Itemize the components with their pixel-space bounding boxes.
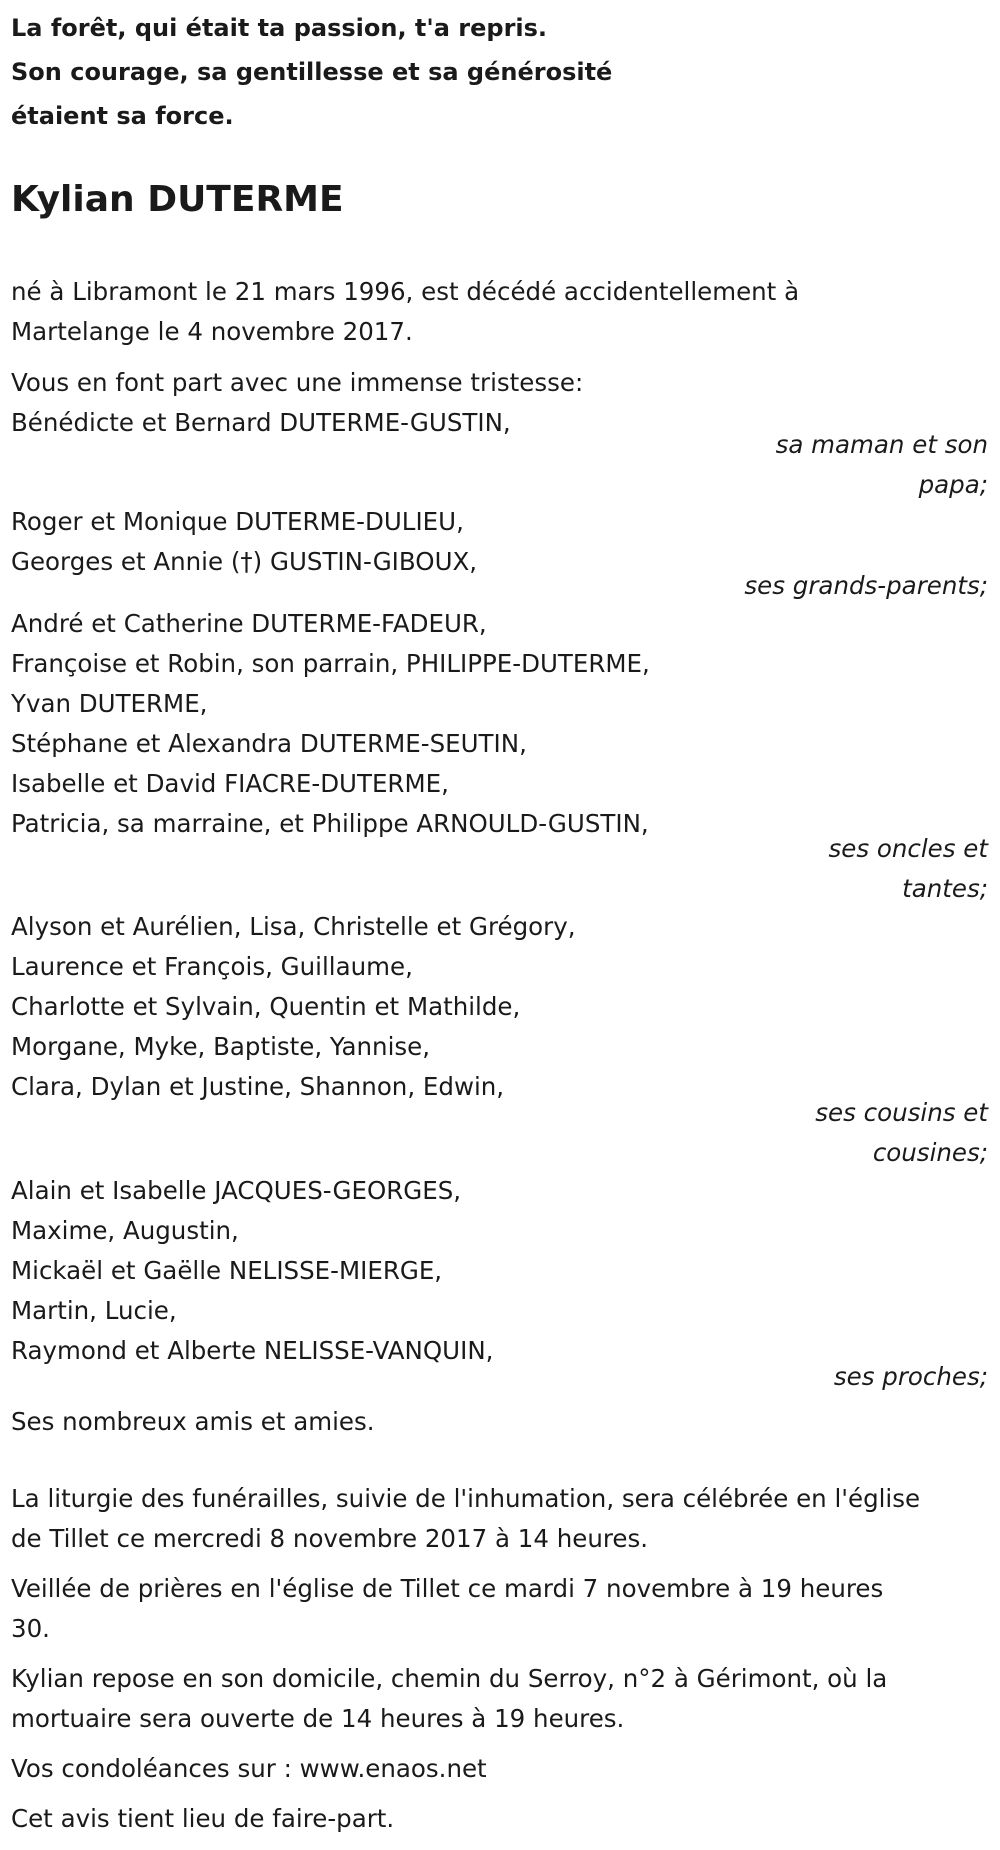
uncle-name: Stéphane et Alexandra DUTERME-SEUTIN, [11, 729, 527, 758]
epitaph-line: étaient sa force. [11, 102, 234, 130]
notice-line: Cet avis tient lieu de faire-part. [11, 1804, 395, 1833]
role-line: tantes; [902, 874, 988, 903]
role-line: papa; [918, 470, 988, 499]
cousin-name: Laurence et François, Guillaume, [11, 952, 413, 981]
cousin-name: Charlotte et Sylvain, Quentin et Mathilde, [11, 992, 521, 1021]
uncle-name: Yvan DUTERME, [11, 689, 208, 718]
grandparents-name: Georges et Annie (†) GUSTIN-GIBOUX, [11, 547, 478, 576]
relatives-role [834, 1357, 988, 1397]
notice [11, 1799, 986, 1839]
role-line: ses proches; [833, 1362, 988, 1391]
cousin-name: Morgane, Myke, Baptiste, Yannise, [11, 1032, 431, 1061]
epitaph-line: Son courage, sa gentillesse et sa générosité [11, 58, 613, 86]
cousins-role [815, 1093, 988, 1173]
announce-line: Vous en font part avec une immense tristesse: [11, 368, 584, 397]
uncles-role [829, 829, 989, 909]
funeral-line: La liturgie des funérailles, suivie de l'inhumation, sera célébrée en l'église [11, 1484, 921, 1513]
grandparents-name: Roger et Monique DUTERME-DULIEU, [11, 507, 464, 536]
role-line: ses oncles et [828, 834, 988, 863]
epitaph-line: La forêt, qui était ta passion, t'a repris. [11, 14, 548, 42]
intro-line: Martelange le 4 novembre 2017. [11, 317, 413, 346]
uncles-aunts [11, 604, 986, 844]
funeral-info [11, 1479, 986, 1559]
role-line: sa maman et son [775, 430, 988, 459]
friends-line: Ses nombreux amis et amies. [11, 1407, 375, 1436]
role-line: cousines; [872, 1138, 988, 1167]
funeral-line: de Tillet ce mercredi 8 novembre 2017 à 14 heures. [11, 1524, 649, 1553]
intro [11, 272, 986, 352]
role-line: ses cousins et [815, 1098, 988, 1127]
vigil-line: Veillée de prières en l'église de Tillet ce mardi 7 novembre à 19 heures [11, 1574, 884, 1603]
cousins [11, 907, 986, 1107]
vigil-info [11, 1569, 986, 1649]
epitaph [11, 6, 911, 138]
uncle-name: Françoise et Robin, son parrain, PHILIPPE-DUTERME, [11, 649, 650, 678]
parents-name: Bénédicte et Bernard DUTERME-GUSTIN, [11, 408, 511, 437]
parents-role [776, 425, 988, 505]
intro-line: né à Libramont le 21 mars 1996, est décédé accidentellement à [11, 277, 800, 306]
grandparents-role [744, 566, 988, 606]
friends [11, 1402, 986, 1442]
condolences [11, 1749, 986, 1789]
relatives [11, 1171, 986, 1371]
repose-info [11, 1659, 986, 1739]
cousin-name: Clara, Dylan et Justine, Shannon, Edwin, [11, 1072, 505, 1101]
relative-name: Alain et Isabelle JACQUES-GEORGES, [11, 1176, 462, 1205]
cousin-name: Alyson et Aurélien, Lisa, Christelle et Grégory, [11, 912, 576, 941]
relative-name: Maxime, Augustin, [11, 1216, 239, 1245]
vigil-line: 30. [11, 1614, 50, 1643]
repose-line: Kylian repose en son domicile, chemin du Serroy, n°2 à Gérimont, où la [11, 1664, 888, 1693]
relative-name: Raymond et Alberte NELISSE-VANQUIN, [11, 1336, 494, 1365]
role-line: ses grands-parents; [744, 571, 988, 600]
uncle-name: Isabelle et David FIACRE-DUTERME, [11, 769, 449, 798]
repose-line: mortuaire sera ouverte de 14 heures à 19 heures. [11, 1704, 625, 1733]
uncle-name: André et Catherine DUTERME-FADEUR, [11, 609, 487, 638]
condolences-line: Vos condoléances sur : www.enaos.net [11, 1754, 487, 1783]
relative-name: Martin, Lucie, [11, 1296, 177, 1325]
deceased-name: Kylian DUTERME [11, 179, 344, 220]
relative-name: Mickaël et Gaëlle NELISSE-MIERGE, [11, 1256, 443, 1285]
uncle-name: Patricia, sa marraine, et Philippe ARNOULD-GUSTIN, [11, 809, 649, 838]
